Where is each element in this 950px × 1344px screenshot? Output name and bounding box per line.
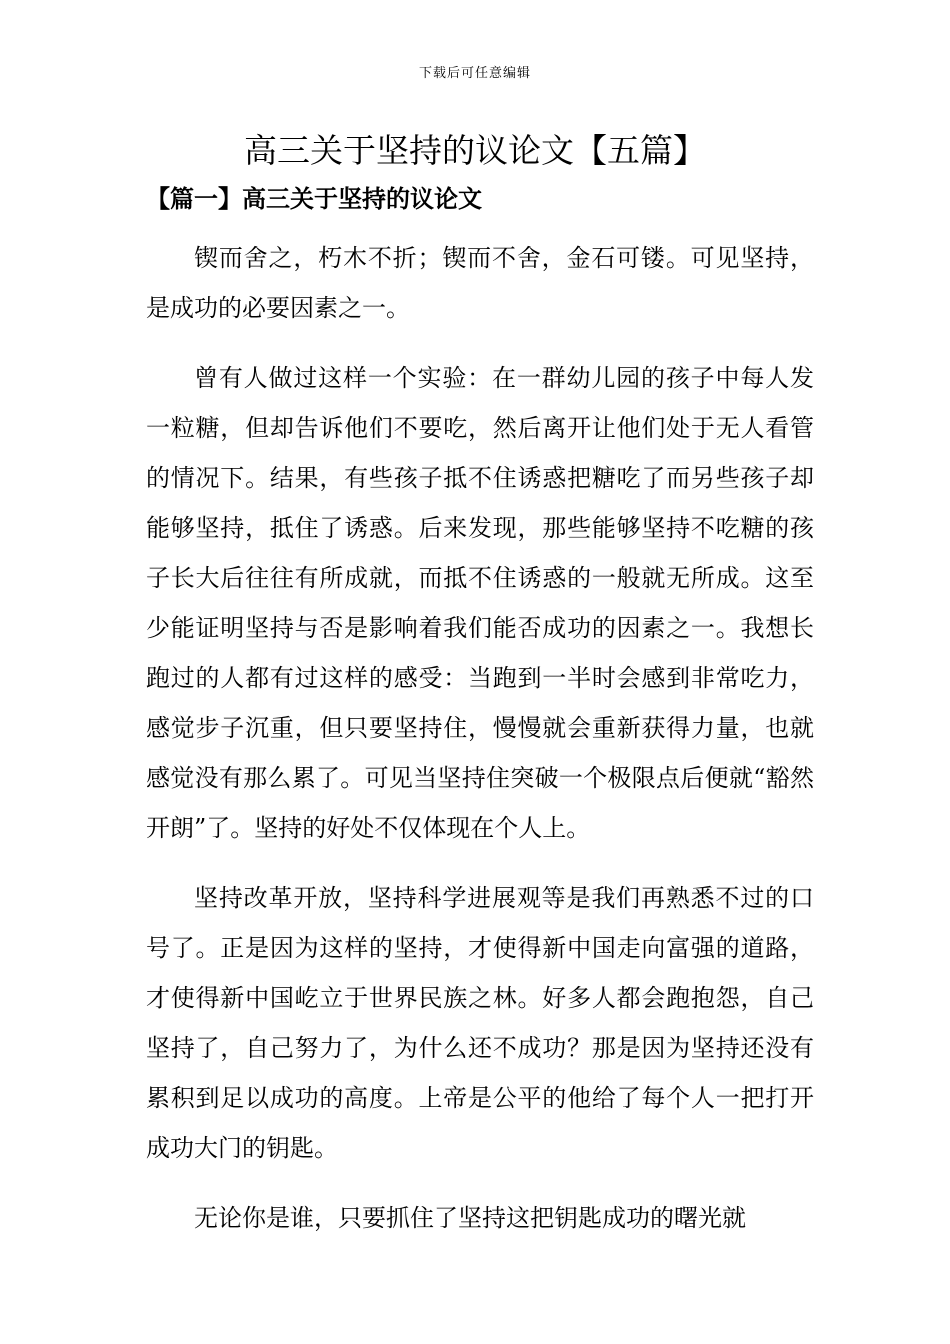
document-body xyxy=(146,233,814,1263)
paragraph-1: 锲而舍之，朽木不折；锲而不舍，金石可镂。可见坚持，是成功的必要因素之一。 xyxy=(146,244,814,322)
page-header-note: 下载后可任意编辑 xyxy=(418,66,531,81)
paragraph-3: 坚持改革开放，坚持科学进展观等是我们再熟悉不过的口号了。正是因为这样的坚持，才使得新中国走向富强的道路，才使得新中国屹立于世界民族之林。好多人都会跑抱怨，自己坚持了，自己努力了，为什么还不成功？那是因为坚持还没有累积到足以成功的高度。上帝是公平的他给了每个人一把打开成功大门的钥匙。 xyxy=(146,884,814,1162)
document-title: 高三关于坚持的议论文【五篇】 xyxy=(244,131,706,170)
paragraph-4: 无论你是谁，只要抓住了坚持这把钥匙成功的曙光就 xyxy=(194,1204,746,1232)
paragraph-2: 曾有人做过这样一个实验：在一群幼儿园的孩子中每人发一粒糖，但却告诉他们不要吃，然后离开让他们处于无人看管的情况下。结果，有些孩子抵不住诱惑把糖吃了而另些孩子却能够坚持，抵住了诱惑。后来发现，那些能够坚持不吃糖的孩子长大后往往有所成就，而抵不住诱惑的一般就无所成。这至少能证明坚持与否是影响着我们能否成功的因素之一。我想长跑过的人都有过这样的感受：当跑到一半时会感到非常吃力，感觉步子沉重，但只要坚持住，慢慢就会重新获得力量，也就感觉没有那么累了。可见当坚持住突破一个极限点后便就“豁然开朗”了。坚持的好处不仅体现在个人上。 xyxy=(146,364,814,842)
section-heading: 【篇一】高三关于坚持的议论文 xyxy=(146,184,482,213)
